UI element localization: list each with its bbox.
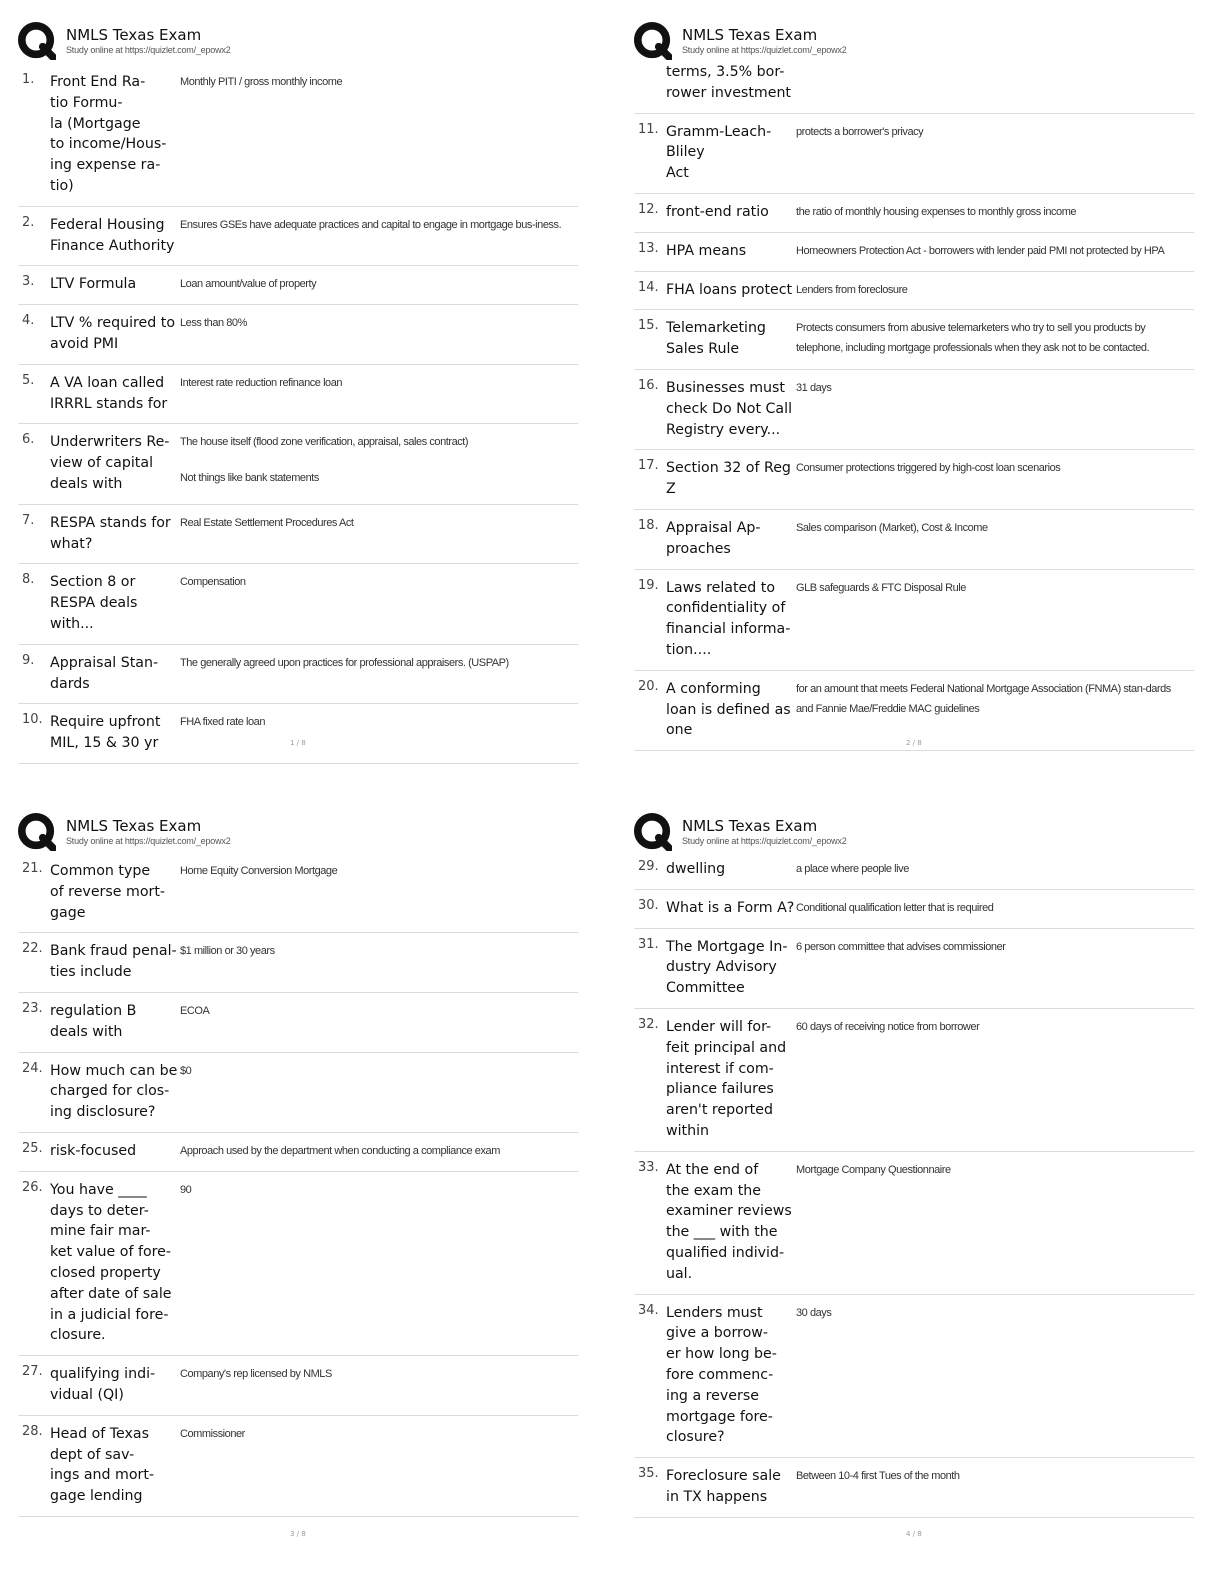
definition-line: Consumer protections triggered by high-cost loan scenarios xyxy=(796,462,1061,475)
definition-line: Monthly PITI / gross monthly income xyxy=(180,76,343,88)
definition-line: Between 10-4 first Tues of the month xyxy=(796,1470,960,1483)
card-number: 27. xyxy=(22,1364,43,1380)
card-term: Lender will for- feit principal and interest if com- pliance failures aren't reported within xyxy=(666,1018,787,1139)
flashcard-row xyxy=(634,1458,1194,1518)
definition-line: Home Equity Conversion Mortgage xyxy=(180,865,338,877)
flashcard-row xyxy=(18,365,578,425)
flashcard-row xyxy=(634,233,1194,272)
definition-line: ECOA xyxy=(180,1004,210,1017)
flashcard-row xyxy=(634,890,1194,929)
flashcard-row xyxy=(18,933,578,993)
card-term: LTV Formula xyxy=(50,276,137,293)
card-definition xyxy=(180,513,578,555)
card-term: Section 8 or RESPA deals with... xyxy=(50,574,138,632)
card-definition xyxy=(796,280,1194,301)
card-definition xyxy=(180,313,578,355)
card-term: Appraisal Ap- proaches xyxy=(666,519,761,557)
flashcard-row xyxy=(18,424,578,504)
card-number: 35. xyxy=(638,1466,659,1482)
card-definition xyxy=(180,215,578,257)
card-definition xyxy=(796,122,1194,184)
card-number: 15. xyxy=(638,318,659,334)
card-term: Underwriters Re- view of capital deals with xyxy=(50,434,170,492)
card-number: 3. xyxy=(22,274,35,290)
card-term: Gramm-Leach-Bliley Act xyxy=(666,123,772,182)
card-definition xyxy=(796,898,1194,919)
card-definition xyxy=(180,572,578,634)
card-term: FHA loans protect xyxy=(666,281,793,298)
flashcard-row xyxy=(18,704,578,764)
page-header xyxy=(18,813,578,853)
card-term: Bank fraud penal- ties include xyxy=(50,943,177,981)
card-term: regulation B deals with xyxy=(50,1002,137,1040)
flashcard-row xyxy=(18,1053,578,1133)
card-number: 34. xyxy=(638,1302,659,1318)
card-number: 14. xyxy=(638,279,659,295)
card-number: 20. xyxy=(638,678,659,694)
card-list xyxy=(18,853,578,1517)
card-number: 8. xyxy=(22,572,35,588)
definition-line: Ensures GSEs have adequate practices and capital to engage in mortgage bus-iness. xyxy=(180,218,562,231)
card-term: Head of Texas dept of sav- ings and mort- gage lending xyxy=(50,1425,155,1505)
card-continuation xyxy=(634,64,1194,114)
definition-line: $0 xyxy=(180,1064,192,1077)
card-list xyxy=(18,64,578,764)
page-number: 4 / 8 xyxy=(906,1530,922,1538)
card-term: Common type of reverse mort- gage xyxy=(50,863,166,921)
page-number: 3 / 8 xyxy=(290,1530,306,1538)
card-definition xyxy=(180,373,578,415)
card-term: What is a Form A? xyxy=(666,899,795,916)
flashcard-row xyxy=(18,1172,578,1356)
quizlet-logo-icon xyxy=(634,22,672,60)
definition-line: 30 days xyxy=(796,1306,832,1319)
card-number: 31. xyxy=(638,936,659,952)
card-number: 32. xyxy=(638,1016,659,1032)
card-term: You have ____ days to deter- mine fair mar- ket value of fore- closed property after date of sale in a judicial fore- closure. xyxy=(50,1181,172,1344)
card-definition xyxy=(796,937,1194,999)
card-term: At the end of the exam the examiner reviews the ___ with the qualified individ- ual. xyxy=(666,1161,792,1282)
flashcard-row xyxy=(634,310,1194,370)
flashcard-row xyxy=(634,1009,1194,1152)
card-definition xyxy=(180,712,578,754)
definition-line: 60 days of receiving notice from borrower xyxy=(796,1020,980,1033)
definition-line: Loan amount/value of property xyxy=(180,278,317,291)
card-definition xyxy=(180,1141,578,1162)
definition-line: The house itself (flood zone verification, appraisal, sales contract) xyxy=(180,436,469,449)
flashcard-row xyxy=(634,114,1194,194)
flashcard-row xyxy=(18,207,578,267)
study-link[interactable]: Study online at https://quizlet.com/_epowx2 xyxy=(682,836,847,846)
page-header xyxy=(18,22,578,62)
definition-line: the ratio of monthly housing expenses to monthly gross income xyxy=(796,205,1077,218)
quizlet-logo-icon xyxy=(18,813,56,851)
card-definition xyxy=(180,432,578,494)
flashcard-row xyxy=(18,1416,578,1517)
definition-line: Interest rate reduction refinance loan xyxy=(180,376,343,389)
flashcard-row xyxy=(634,510,1194,570)
page-header xyxy=(634,813,1194,853)
card-list xyxy=(634,851,1194,1518)
card-number: 11. xyxy=(638,121,659,137)
flashcard-row xyxy=(18,564,578,644)
card-definition xyxy=(180,72,578,197)
flashcard-row xyxy=(634,370,1194,450)
card-term-continued: terms, 3.5% bor- rower investment xyxy=(666,64,791,101)
card-number: 24. xyxy=(22,1060,43,1076)
card-definition xyxy=(180,653,578,695)
definition-line: The generally agreed upon practices for professional appraisers. (USPAP) xyxy=(180,656,509,669)
card-definition xyxy=(796,1017,1194,1142)
card-term: Appraisal Stan- dards xyxy=(50,654,159,692)
definition-line: Real Estate Settlement Procedures Act xyxy=(180,516,354,529)
card-number: 23. xyxy=(22,1000,43,1016)
card-definition xyxy=(180,1180,578,1346)
card-term: Section 32 of Reg Z xyxy=(666,460,791,498)
card-number: 21. xyxy=(22,861,43,876)
card-definition xyxy=(180,861,578,923)
flashcard-row xyxy=(18,1133,578,1172)
definition-line: 6 person committee that advises commissioner xyxy=(796,940,1006,953)
card-term: HPA means xyxy=(666,242,747,259)
definition-line: a place where people live xyxy=(796,863,909,875)
card-number: 9. xyxy=(22,652,35,668)
study-link[interactable]: Study online at https://quizlet.com/_epowx2 xyxy=(66,836,231,846)
card-term: Foreclosure sale in TX happens xyxy=(666,1468,781,1505)
card-number: 17. xyxy=(638,458,659,474)
definition-line: Approach used by the department when conducting a compliance exam xyxy=(180,1144,500,1157)
card-term: How much can be charged for clos- ing disclosure? xyxy=(50,1062,178,1121)
flashcard-row xyxy=(634,272,1194,311)
flashcard-row xyxy=(18,993,578,1053)
card-definition xyxy=(796,859,1194,880)
card-definition xyxy=(796,241,1194,262)
page-3 xyxy=(18,813,578,1553)
definition-line: FHA fixed rate loan xyxy=(180,716,265,729)
flashcard-row xyxy=(18,645,578,705)
card-number: 6. xyxy=(22,432,35,448)
definition-line: Conditional qualification letter that is required xyxy=(796,901,994,914)
flashcard-row xyxy=(18,1356,578,1416)
flashcard-row xyxy=(634,450,1194,510)
flashcard-row xyxy=(18,305,578,365)
card-number: 29. xyxy=(638,859,659,874)
card-term: Telemarketing Sales Rule xyxy=(666,320,766,358)
card-number: 7. xyxy=(22,512,35,528)
card-number: 18. xyxy=(638,517,659,533)
card-number: 2. xyxy=(22,214,35,230)
card-number: 22. xyxy=(22,941,43,957)
definition-line: 31 days xyxy=(796,381,832,394)
card-term: qualifying indi- vidual (QI) xyxy=(50,1366,156,1403)
card-term: Businesses must check Do Not Call Registry every... xyxy=(666,379,793,438)
page-title: NMLS Texas Exam xyxy=(66,817,202,835)
card-term: dwelling xyxy=(666,861,726,877)
card-term: LTV % required to avoid PMI xyxy=(50,315,176,352)
card-definition xyxy=(796,518,1194,560)
card-definition xyxy=(180,274,578,295)
page-title: NMLS Texas Exam xyxy=(66,26,202,44)
definition-line: 90 xyxy=(180,1183,192,1196)
card-definition xyxy=(796,318,1194,360)
page-1 xyxy=(18,22,578,762)
card-term: Require upfront MIL, 15 & 30 yr xyxy=(50,714,161,752)
card-number: 28. xyxy=(22,1423,43,1439)
definition-line: Compensation xyxy=(180,576,246,589)
flashcard-row xyxy=(634,929,1194,1009)
card-definition xyxy=(180,1001,578,1043)
card-number xyxy=(634,64,666,104)
card-definition xyxy=(180,1424,578,1507)
definition-line: GLB safeguards & FTC Disposal Rule xyxy=(796,581,966,594)
card-definition xyxy=(796,1160,1194,1285)
card-number: 19. xyxy=(638,577,659,593)
flashcard-row xyxy=(18,64,578,207)
definition-line: Protects consumers from abusive telemarketers who try to sell you products by telephone, including mortgage professionals when they ask not to be contacted. xyxy=(796,322,1150,355)
card-term: front-end ratio xyxy=(666,203,769,220)
page-2 xyxy=(634,22,1194,762)
page-title: NMLS Texas Exam xyxy=(682,26,818,44)
card-number: 16. xyxy=(638,377,659,393)
card-number: 4. xyxy=(22,313,35,329)
card-term: A VA loan called IRRRL stands for xyxy=(50,374,168,412)
page-4 xyxy=(634,813,1194,1553)
definition-line: Company's rep licensed by NMLS xyxy=(180,1368,332,1381)
page-title: NMLS Texas Exam xyxy=(682,817,818,835)
card-term: Federal Housing Finance Authority xyxy=(50,216,175,254)
card-number: 33. xyxy=(638,1159,659,1175)
quizlet-logo-icon xyxy=(18,22,56,60)
card-term: Laws related to confidentiality of financial informa- tion.... xyxy=(666,579,791,658)
flashcard-row xyxy=(634,1152,1194,1295)
card-number: 13. xyxy=(638,240,659,256)
card-definition xyxy=(796,1466,1194,1508)
page-number: 2 / 8 xyxy=(906,739,922,747)
card-term: RESPA stands for what? xyxy=(50,514,171,552)
card-definition xyxy=(796,458,1194,500)
flashcard-row xyxy=(18,266,578,305)
definition-line: Lenders from foreclosure xyxy=(796,283,908,296)
definition-line: protects a borrower's privacy xyxy=(796,125,924,138)
card-list xyxy=(634,64,1194,751)
flashcard-row xyxy=(18,505,578,565)
card-definition xyxy=(796,1303,1194,1449)
definition-line: $1 million or 30 years xyxy=(180,945,275,958)
card-number: 1. xyxy=(22,72,35,87)
card-term: Lenders must give a borrow- er how long be- fore commenc- ing a reverse mortgage fore- closure? xyxy=(666,1304,777,1446)
card-definition xyxy=(180,941,578,983)
card-term: risk-focused xyxy=(50,1142,137,1159)
card-number: 12. xyxy=(638,201,659,217)
page-header xyxy=(634,22,1194,62)
card-definition xyxy=(796,578,1194,661)
quizlet-logo-icon xyxy=(634,813,672,851)
card-number: 10. xyxy=(22,712,43,728)
flashcard-row xyxy=(18,853,578,933)
card-definition xyxy=(796,202,1194,223)
card-term: Front End Ra- tio Formu- la (Mortgage to income/Hous- ing expense ra- tio) xyxy=(50,74,167,194)
card-number: 25. xyxy=(22,1140,43,1156)
card-definition xyxy=(796,378,1194,440)
card-number: 26. xyxy=(22,1179,43,1195)
definition-line: Homeowners Protection Act - borrowers with lender paid PMI not protected by HPA xyxy=(796,244,1165,257)
study-link[interactable]: Study online at https://quizlet.com/_epowx2 xyxy=(682,45,847,55)
flashcard-row xyxy=(634,851,1194,890)
flashcard-row xyxy=(634,1295,1194,1459)
definition-line: Less than 80% xyxy=(180,317,247,330)
card-definition xyxy=(796,679,1194,741)
study-link[interactable]: Study online at https://quizlet.com/_epowx2 xyxy=(66,45,231,55)
card-definition xyxy=(180,1061,578,1123)
definition-line: Commissioner xyxy=(180,1427,245,1440)
definition-line: for an amount that meets Federal National Mortgage Association (FNMA) stan-dards and Fannie Mae/Freddie MAC guidelines xyxy=(796,682,1171,715)
definition-line: Not things like bank statements xyxy=(180,472,319,485)
flashcard-row xyxy=(634,570,1194,671)
definition-line: Sales comparison (Market), Cost & Income xyxy=(796,521,988,534)
card-term: A conforming loan is defined as one xyxy=(666,680,791,739)
card-term: The Mortgage In- dustry Advisory Committee xyxy=(666,938,788,997)
flashcard-row xyxy=(634,194,1194,233)
card-number: 30. xyxy=(638,897,659,913)
card-definition xyxy=(180,1364,578,1406)
card-number: 5. xyxy=(22,372,35,388)
definition-line: Mortgage Company Questionnaire xyxy=(796,1163,951,1176)
page-number: 1 / 8 xyxy=(290,739,306,747)
